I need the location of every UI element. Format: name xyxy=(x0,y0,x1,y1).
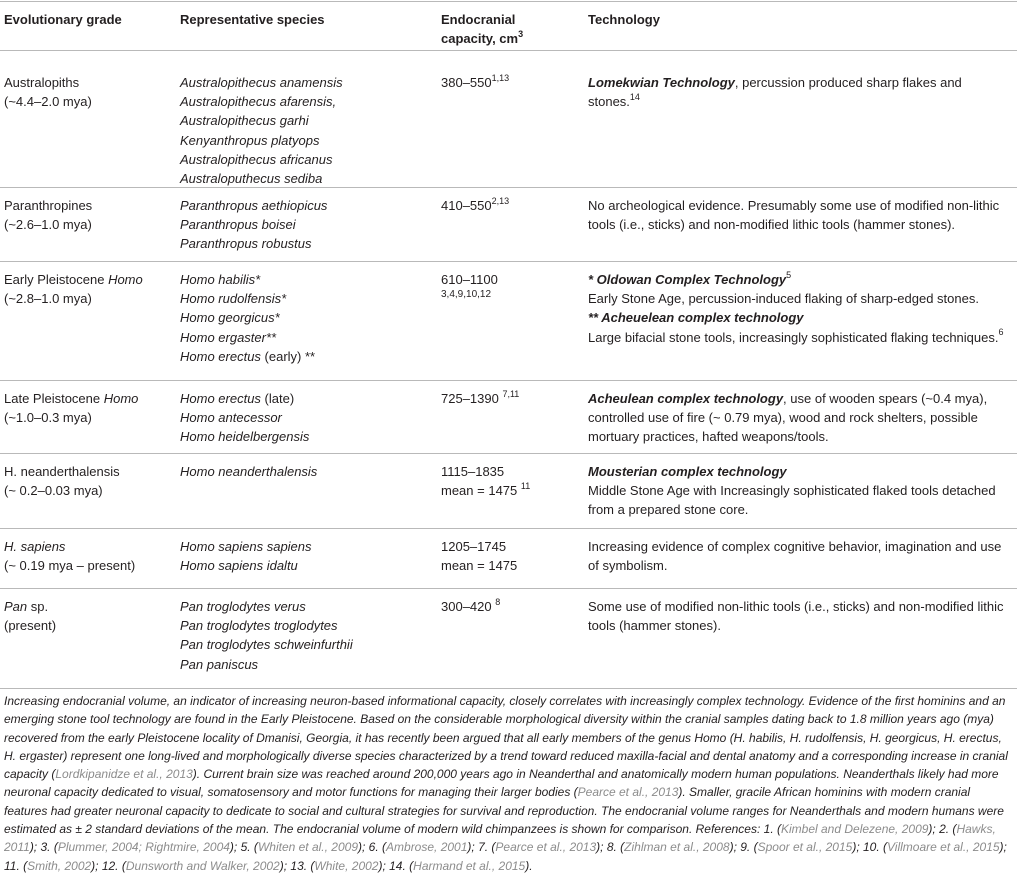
row-separator-rule xyxy=(0,528,1017,529)
text-fragment: Kenyanthropus platyops xyxy=(180,132,320,148)
evolutionary-grade-cell xyxy=(4,597,174,635)
text-fragment: Australoputhecus sediba xyxy=(180,171,323,187)
capacity-mean xyxy=(441,481,581,500)
evolutionary-grade-cell xyxy=(4,196,174,234)
text-fragment: Australopithecus garhi xyxy=(180,113,309,129)
text-fragment: (late) xyxy=(260,391,295,406)
endocranial-capacity-cell xyxy=(441,597,581,616)
grade-name xyxy=(4,270,174,289)
text-fragment: Pan troglodytes schweinfurthii xyxy=(180,637,353,653)
representative-species-cell xyxy=(180,196,430,254)
text-fragment: No archeological evidence. Presumably some use of modified non-lithic tools (i.e., sticks) and non-modified lithic tools (hammer stones). xyxy=(588,198,1000,233)
grade-name xyxy=(4,196,174,215)
endocranial-capacity-cell xyxy=(441,73,581,92)
text-fragment: Homo erectus xyxy=(180,391,261,406)
species-name xyxy=(180,655,430,674)
text-fragment: mean = 1475 xyxy=(441,483,521,499)
row-separator-rule xyxy=(0,380,1017,381)
evolutionary-grade-cell xyxy=(4,270,174,308)
technology-paragraph xyxy=(588,537,1013,575)
reference-superscript: 2,13 xyxy=(491,195,510,206)
citation-link[interactable]: Villmoare et al., 2015 xyxy=(887,840,1000,855)
caption-text: ); 3. ( xyxy=(29,840,58,855)
text-fragment: Homo rudolfensis* xyxy=(180,291,287,307)
caption-text: ); 7. ( xyxy=(467,840,496,855)
representative-species-cell xyxy=(180,462,430,481)
row-separator-rule xyxy=(0,187,1017,188)
text-fragment: 1205–1745 xyxy=(441,539,507,554)
species-name xyxy=(180,234,430,253)
technology-cell xyxy=(588,597,1013,635)
table-top-rule xyxy=(0,1,1017,2)
capacity-references: 3,4,9,10,12 xyxy=(441,289,492,301)
species-name xyxy=(180,111,430,130)
text-fragment: Paranthropus aethiopicus xyxy=(180,198,328,213)
species-name xyxy=(180,270,430,289)
representative-species-cell xyxy=(180,270,430,366)
text-fragment: Homo xyxy=(103,391,139,406)
reference-superscript: 5 xyxy=(786,269,792,280)
caption-text: ); 2. ( xyxy=(928,822,957,837)
citation-link[interactable]: Kimbel and Delezene, 2009 xyxy=(780,822,929,837)
text-fragment: Homo georgicus* xyxy=(180,310,280,326)
text-fragment: Late Pleistocene xyxy=(4,391,104,406)
representative-species-cell xyxy=(180,389,430,447)
caption-text: ); 5. ( xyxy=(229,840,258,855)
caption-text: ); 6. ( xyxy=(358,840,387,855)
text-fragment: Homo erectus xyxy=(180,348,261,364)
citation-link[interactable]: Ambrose, 2001 xyxy=(386,840,468,855)
technology-cell xyxy=(588,462,1013,520)
species-name xyxy=(180,389,430,408)
row-separator-rule xyxy=(0,588,1017,589)
grade-period: (~2.8–1.0 mya) xyxy=(4,291,92,307)
grade-period: (~4.4–2.0 mya) xyxy=(4,94,92,110)
row-separator-rule xyxy=(0,453,1017,454)
technology-paragraph xyxy=(588,73,1013,111)
text-fragment: 610–1100 xyxy=(441,272,498,287)
technology-name: ** Acheuelean complex technology xyxy=(588,310,804,326)
grade-name xyxy=(4,462,174,481)
row-separator-rule xyxy=(0,261,1017,262)
technology-cell xyxy=(588,73,1013,111)
caption-text: ); 8. ( xyxy=(596,840,625,855)
technology-paragraph xyxy=(588,196,1013,234)
reference-superscript: 8 xyxy=(495,596,501,607)
grade-period: (~1.0–0.3 mya) xyxy=(4,410,92,426)
text-fragment: sp. xyxy=(27,599,49,614)
text-fragment: 410–550 xyxy=(441,198,492,213)
capacity-range xyxy=(441,389,581,408)
citation-link[interactable]: Whiten et al., 2009 xyxy=(257,840,358,855)
technology-cell xyxy=(588,270,1013,347)
representative-species-cell xyxy=(180,537,430,575)
text-fragment: Homo antecessor xyxy=(180,410,282,426)
evolutionary-grade-cell xyxy=(4,389,174,427)
table-caption xyxy=(4,692,1014,875)
grade-period: (present) xyxy=(4,618,57,634)
technology-name: * Oldowan Complex Technology xyxy=(588,272,787,287)
citation-link[interactable]: Lordkipanidze et al., 2013 xyxy=(55,767,193,782)
capacity-range xyxy=(441,73,581,92)
species-name xyxy=(180,462,430,481)
text-fragment: Homo neanderthalensis xyxy=(180,464,318,479)
species-name xyxy=(180,308,430,327)
caption-text: ). Current brain size was reached around 200,000 years ago in Neanderthal and anatomically modern human populations. Neanderthals likely had more neuronal capacity dedicated to visual, somatosensory and motor functions for managing their larger bodies ( xyxy=(4,767,999,800)
technology-name: Acheulean complex technology xyxy=(588,391,784,406)
reference-superscript: 7,11 xyxy=(502,388,520,399)
endocranial-capacity-cell xyxy=(441,196,581,215)
text-fragment: Australopiths xyxy=(4,75,80,90)
species-name xyxy=(180,92,430,111)
text-fragment: Pan troglodytes troglodytes xyxy=(180,618,338,634)
species-name xyxy=(180,73,430,92)
text-fragment: 725–1390 xyxy=(441,391,503,406)
species-name xyxy=(180,328,430,347)
grade-name xyxy=(4,597,174,616)
text-fragment: , percussion produced sharp flakes and stones. xyxy=(588,75,962,110)
text-fragment: (early) ** xyxy=(260,348,316,364)
text-fragment: Australopithecus anamensis xyxy=(180,75,343,90)
caption-text: ). Smaller, gracile African hominins with modern cranial features had greater neuronal capacity to dedicate to social and cultural strategies for survival and reproduction. The endocranial volume ranges for Neanderthals and modern humans were estimated as ± 2 standard deviations of the mean. The endocranial volume of modern wild chimpanzees is shown for comparison. References: 1. ( xyxy=(4,785,1004,837)
text-fragment: Australopithecus africanus xyxy=(180,151,333,167)
species-name xyxy=(180,169,430,188)
citation-link[interactable]: Smith, 2002 xyxy=(27,858,92,873)
caption-text: Increasing endocranial volume, an indicator of increasing neuron-based informational capacity, closely correlates with increasingly complex technology. Evidence of the first hominins and an emerging stone tool technology are found in the Early Pleistocene. Based on the considerable morphological diversity within the cranial samples dating back to 1.8 million years ago (mya) recovered from the early Pleistocene locality of Dmanisi, Georgia, it has recently been argued that all early members of the genus Homo (H. habilis, H. rudolfensis, H. georgicus, H. erectus, H. ergaster) represent one long-lived and morphologically diverse species characterized by a trend toward reduced maxilla-facial and dental anatomy and a corresponding increase in cranial capacity ( xyxy=(4,694,1008,782)
species-name xyxy=(180,215,430,234)
endocranial-capacity-cell xyxy=(441,270,581,302)
citation-link[interactable]: Zihlman et al., 2008 xyxy=(624,840,730,855)
technology-paragraph xyxy=(588,289,1013,308)
text-fragment: Paranthropus robustus xyxy=(180,236,312,252)
technology-cell xyxy=(588,537,1013,575)
header-representative-species: Representative species xyxy=(180,12,325,27)
reference-superscript: 11 xyxy=(520,480,531,491)
header-endocranial-capacity xyxy=(441,10,581,48)
technology-name: Mousterian complex technology xyxy=(588,464,787,479)
caption-text: ); 14. ( xyxy=(378,858,414,873)
header-capacity-line2: capacity, cm xyxy=(441,31,519,46)
text-fragment: Homo sapiens sapiens xyxy=(180,539,312,554)
header-technology: Technology xyxy=(588,12,660,27)
text-fragment: Homo heidelbergensis xyxy=(180,429,310,445)
species-name xyxy=(180,556,430,575)
species-name xyxy=(180,616,430,635)
text-fragment: Paranthropus boisei xyxy=(180,217,296,233)
species-name xyxy=(180,537,430,556)
text-fragment: Early Pleistocene xyxy=(4,272,109,287)
citation-link[interactable]: Dunsworth and Walker, 2002 xyxy=(125,858,280,873)
species-name xyxy=(180,597,430,616)
caption-text: ); 9. ( xyxy=(729,840,758,855)
representative-species-cell xyxy=(180,73,430,188)
grade-name xyxy=(4,73,174,92)
species-name xyxy=(180,427,430,446)
representative-species-cell xyxy=(180,597,430,674)
species-name xyxy=(180,635,430,654)
endocranial-capacity-cell xyxy=(441,462,581,500)
text-fragment: Increasing evidence of complex cognitive behavior, imagination and use of symbolism. xyxy=(588,539,1002,574)
reference-superscript: 6 xyxy=(998,327,1004,338)
header-rule xyxy=(0,50,1017,51)
capacity-range xyxy=(441,537,581,556)
capacity-mean xyxy=(441,556,581,575)
technology-paragraph xyxy=(588,308,1013,327)
text-fragment: Some use of modified non-lithic tools (i.e., sticks) and non-modified lithic tools (hammer stones). xyxy=(588,599,1004,634)
grade-period: (~ 0.19 mya – present) xyxy=(4,558,136,574)
text-fragment: 1115–1835 xyxy=(441,464,505,479)
species-name xyxy=(180,289,430,308)
citation-link[interactable]: Harmand et al., 2015 xyxy=(413,858,526,873)
technology-name: Lomekwian Technology xyxy=(588,75,735,90)
capacity-range xyxy=(441,462,581,481)
header-capacity-sup: 3 xyxy=(518,28,524,39)
text-fragment: 300–420 xyxy=(441,599,496,614)
citation-link[interactable]: Plummer, 2004; Rightmire, 2004 xyxy=(57,840,230,855)
grade-period: (~ 0.2–0.03 mya) xyxy=(4,483,103,499)
species-name xyxy=(180,196,430,215)
caption-text: ); 10. ( xyxy=(852,840,888,855)
technology-cell xyxy=(588,389,1013,447)
capacity-range xyxy=(441,597,581,616)
text-fragment: Middle Stone Age with Increasingly sophisticated flaked tools detached from a prepared stone core. xyxy=(588,483,996,518)
caption-text: ); 13. ( xyxy=(279,858,315,873)
species-name xyxy=(180,150,430,169)
evolutionary-grade-cell xyxy=(4,462,174,500)
citation-link[interactable]: Pearce et al., 2013 xyxy=(495,840,597,855)
evolutionary-grade-cell xyxy=(4,537,174,575)
text-fragment: Homo ergaster** xyxy=(180,329,277,345)
technology-paragraph xyxy=(588,389,1013,447)
endocranial-capacity-cell xyxy=(441,537,581,575)
text-fragment: H. neanderthalensis xyxy=(4,464,120,479)
reference-superscript: 1,13 xyxy=(491,72,510,83)
grade-name xyxy=(4,537,174,556)
evolutionary-grade-cell xyxy=(4,73,174,111)
technology-paragraph xyxy=(588,462,1013,481)
text-fragment: Paranthropines xyxy=(4,198,93,213)
header-evolutionary-grade: Evolutionary grade xyxy=(4,12,122,27)
text-fragment: mean = 1475 xyxy=(441,558,518,574)
text-fragment: Australopithecus afarensis, xyxy=(180,94,337,110)
grade-period: (~2.6–1.0 mya) xyxy=(4,217,92,233)
text-fragment: Large bifacial stone tools, increasingly sophisticated flaking techniques. xyxy=(588,329,999,345)
species-name xyxy=(180,131,430,150)
text-fragment: H. sapiens xyxy=(4,539,66,554)
reference-superscript: 14 xyxy=(629,91,640,102)
technology-paragraph xyxy=(588,597,1013,635)
caption-text: ). xyxy=(525,858,533,873)
header-capacity-line1: Endocranial xyxy=(441,12,516,27)
text-fragment: Homo sapiens idaltu xyxy=(180,558,298,574)
citation-link[interactable]: Hawks, 2011 xyxy=(4,822,996,855)
capacity-range xyxy=(441,270,581,289)
text-fragment: 380–550 xyxy=(441,75,492,90)
text-fragment: Homo xyxy=(108,272,143,287)
citation-link[interactable]: Pearce et al., 2013 xyxy=(577,785,679,800)
text-fragment: Pan paniscus xyxy=(180,656,259,672)
citation-link[interactable]: Spoor et al., 2015 xyxy=(757,840,853,855)
capacity-range xyxy=(441,196,581,215)
species-name xyxy=(180,347,430,366)
grade-name xyxy=(4,389,174,408)
text-fragment: Homo habilis* xyxy=(180,272,261,287)
citation-link[interactable]: White, 2002 xyxy=(314,858,379,873)
caption-text: ); 12. ( xyxy=(91,858,126,873)
endocranial-capacity-cell xyxy=(441,389,581,408)
text-fragment: Early Stone Age, percussion-induced flaking of sharp-edged stones. xyxy=(588,291,979,307)
text-fragment: Pan troglodytes verus xyxy=(180,599,306,614)
table-bottom-rule xyxy=(0,688,1017,689)
caption-text: ); 11. ( xyxy=(4,840,1007,873)
technology-paragraph xyxy=(588,328,1013,347)
technology-paragraph xyxy=(588,270,1013,289)
technology-paragraph xyxy=(588,481,1013,519)
text-fragment: Pan xyxy=(4,599,28,614)
species-name xyxy=(180,408,430,427)
technology-cell xyxy=(588,196,1013,234)
text-fragment: , use of wooden spears (~0.4 mya), controlled use of fire (~ 0.79 mya), wood and rock shelters, possible mortuary practices, hafted weapons/tools. xyxy=(588,391,988,445)
